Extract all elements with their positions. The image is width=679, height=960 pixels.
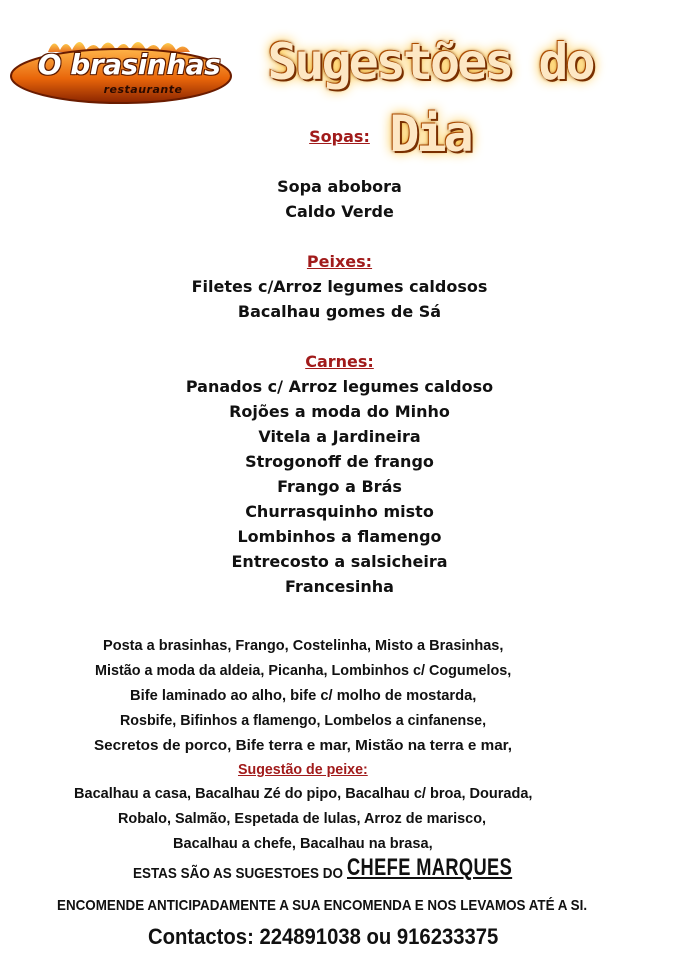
chef-name: CHEFE MARQUES [347, 854, 513, 881]
logo-subtitle: restaurante [103, 83, 183, 96]
section-title-sopas: Sopas: [309, 127, 370, 146]
fish-line: Bacalhau a chefe, Bacalhau na brasa, [173, 835, 433, 852]
contacts-line: Contactos: 224891038 ou 916233375 [148, 924, 499, 949]
menu-item: Strogonoff de frango [245, 452, 434, 471]
daily-menu [0, 124, 679, 599]
order-line: ENCOMENDE ANTICIPADAMENTE A SUA ENCOMENDA E NOS LEVAMOS ATÉ A SI. [57, 897, 588, 914]
fish-line: Bacalhau a casa, Bacalhau Zé do pipo, Bacalhau c/ broa, Dourada, [74, 785, 533, 802]
section-title-peixes: Peixes: [306, 252, 373, 271]
menu-item: Filetes c/Arroz legumes caldosos [191, 277, 488, 296]
menu-item: Sopa abobora [277, 177, 402, 196]
chef-prefix: ESTAS SÃO AS SUGESTOES DO [133, 865, 343, 882]
logo-name: O brasinhas [37, 48, 221, 81]
menu-item: Panados c/ Arroz legumes caldoso [185, 377, 494, 396]
menu-item: Frango a Brás [277, 477, 402, 496]
section-title-sugestao-peixe: Sugestão de peixe: [238, 761, 368, 778]
menu-item: Francesinha [285, 577, 394, 596]
grill-line: Bife laminado ao alho, bife c/ molho de mostarda, [130, 687, 477, 704]
page-title: Sugestões do Dia [267, 33, 593, 163]
menu-item: Churrasquinho misto [245, 502, 434, 521]
grill-line: Secretos de porco, Bife terra e mar, Mistão na terra e mar, [94, 737, 513, 754]
restaurant-logo [8, 38, 234, 108]
menu-item: Entrecosto a salsicheira [231, 552, 448, 571]
grill-line: Rosbife, Bifinhos a flamengo, Lombelos a cinfanense, [120, 712, 487, 729]
menu-item: Lombinhos a flamengo [237, 527, 442, 546]
menu-item: Rojões a moda do Minho [229, 402, 450, 421]
grill-line: Posta a brasinhas, Frango, Costelinha, Misto a Brasinhas, [103, 637, 504, 654]
menu-item: Caldo Verde [285, 202, 394, 221]
menu-item: Bacalhau gomes de Sá [237, 302, 442, 321]
fish-line: Robalo, Salmão, Espetada de lulas, Arroz de marisco, [118, 810, 487, 827]
menu-item: Vitela a Jardineira [258, 427, 421, 446]
section-title-carnes: Carnes: [305, 352, 374, 371]
grill-line: Mistão a moda da aldeia, Picanha, Lombinhos c/ Cogumelos, [95, 662, 512, 679]
